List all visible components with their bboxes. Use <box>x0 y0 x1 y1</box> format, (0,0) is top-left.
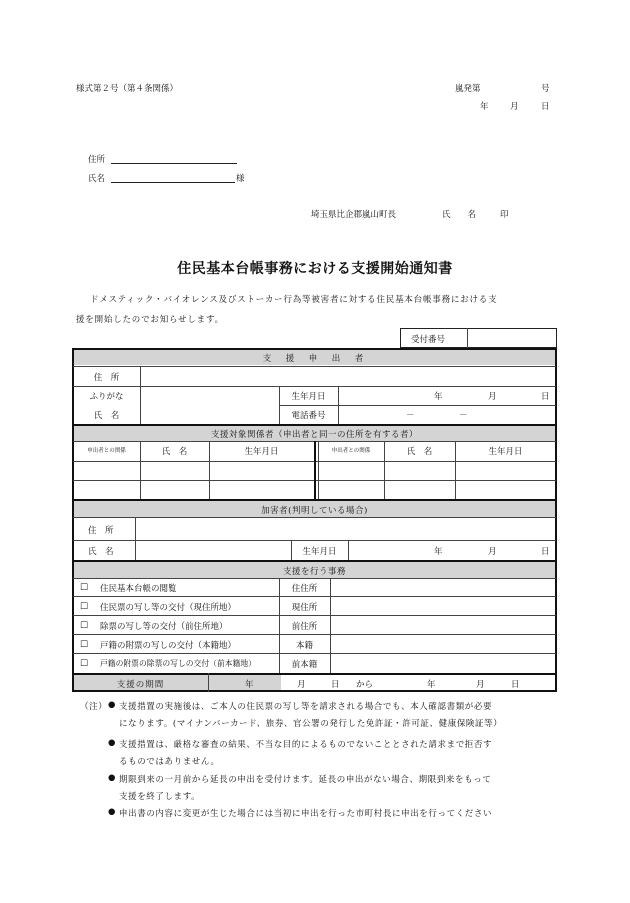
perpetrator-address-label: 住 所 <box>88 526 114 536</box>
applicant-phone-label: 電話番号 <box>291 411 326 421</box>
related-col-relation-right: 申出者との関係 <box>331 448 371 454</box>
note-2-line-1: 支援措置は、厳格な審査の結果、不当な目的によるものでないこととされた請求まで拒否す <box>119 740 493 750</box>
perpetrator-birth-year: 年 <box>434 547 443 557</box>
issue-date-year: 年 <box>480 102 489 112</box>
issue-date-day: 日 <box>541 102 550 112</box>
issuer-seal: 印 <box>500 210 509 220</box>
perpetrator-birth-month: 月 <box>488 547 497 557</box>
service-label-4: 戸籍の附票の写しの交付（本籍地） <box>100 641 237 651</box>
service-label-3: 除票の写し等の交付（前住所地） <box>100 622 228 632</box>
related-col-birth-right: 生年月日 <box>488 447 523 457</box>
doc-number-label: 嵐発第 <box>455 84 481 94</box>
period-from-year: 年 <box>245 680 254 690</box>
applicant-birth-year: 年 <box>434 392 443 402</box>
issue-date-month: 月 <box>510 102 519 112</box>
recipient-honorific: 様 <box>236 174 245 184</box>
recipient-address-line <box>111 163 237 164</box>
note-4-bullet: ● <box>108 807 117 817</box>
applicant-birth-month: 月 <box>488 392 497 402</box>
recipient-name-label: 氏名 <box>88 174 106 184</box>
services-header: 支援を行う事務 <box>282 567 346 577</box>
note-1-bullet: ● <box>108 700 117 710</box>
applicant-birth-label: 生年月日 <box>291 392 326 402</box>
related-col-name-right: 氏 名 <box>406 447 433 457</box>
service-checkbox-4[interactable]: □ <box>80 639 89 649</box>
perpetrator-birth-label: 生年月日 <box>302 547 337 557</box>
related-col-name-left: 氏 名 <box>161 447 188 457</box>
service-place-5: 前本籍 <box>291 660 318 670</box>
note-3-bullet: ● <box>108 773 117 783</box>
service-place-1: 住住所 <box>291 584 318 594</box>
issuer-title: 埼玉県比企郡嵐山町長 <box>311 210 397 220</box>
service-checkbox-2[interactable]: □ <box>80 601 89 611</box>
intro-line-1: ドメスティック・バイオレンス及びストーカー行為等被害者に対する住民基本台帳事務における支 <box>90 295 498 305</box>
period-label: 支援の期間 <box>116 680 165 690</box>
service-place-3: 前住所 <box>291 622 318 632</box>
document-title: 住民基本台帳事務における支援開始通知書 <box>177 261 453 277</box>
related-col-relation-left: 申出者との関係 <box>87 448 126 454</box>
intro-line-2: 援を開始したのでお知らせします。 <box>76 315 224 325</box>
note-1-line-1: 支援措置の実施後は、ご本人の住民票の写し等を請求される場合でも、本人確認書類が必要 <box>119 702 493 712</box>
service-checkbox-1[interactable]: □ <box>80 582 89 592</box>
recipient-name-line <box>111 182 235 183</box>
receipt-number-label: 受付番号 <box>411 335 446 345</box>
notes-prefix: （注） <box>80 702 108 712</box>
applicant-address-label: 住 所 <box>93 373 120 383</box>
related-col-birth-left: 生年月日 <box>244 447 279 457</box>
applicant-birth-day: 日 <box>541 392 550 402</box>
issuer-name-label: 氏 名 <box>442 210 477 220</box>
doc-number-suffix: 号 <box>541 84 550 94</box>
period-from: から <box>356 680 374 690</box>
note-2-line-2: るものではありません。 <box>119 757 220 767</box>
related-header: 支援対象関係者（申出者と同一の住所を有する者） <box>210 430 418 440</box>
period-to-month: 月 <box>476 680 485 690</box>
note-2-bullet: ● <box>108 738 117 748</box>
service-place-2: 現住所 <box>291 603 318 613</box>
note-4-line-1: 申出書の内容に変更が生じた場合には当初に申出を行った市町村長に申出を行ってください <box>119 809 493 819</box>
service-checkbox-3[interactable]: □ <box>80 620 89 630</box>
period-from-day: 日 <box>331 680 340 690</box>
applicant-phone-sep-1: － <box>406 411 415 421</box>
applicant-header: 支 援 申 出 者 <box>262 354 367 364</box>
perpetrator-name-label: 氏 名 <box>88 547 114 557</box>
service-label-1: 住民基本台帳の閲覧 <box>100 584 177 594</box>
perpetrator-header: 加害者(判明している場合) <box>261 506 368 516</box>
applicant-furigana-label: ふりがな <box>89 392 124 402</box>
form-number: 様式第２号（第４条関係） <box>76 84 179 94</box>
note-3-line-1: 期限到来の一月前から延長の申出を受付けます。延長の申出がない場合、期限到来をもって <box>119 775 492 785</box>
recipient-address-label: 住所 <box>88 155 106 165</box>
service-place-4: 本籍 <box>295 641 313 651</box>
period-from-month: 月 <box>297 680 306 690</box>
service-checkbox-5[interactable]: □ <box>80 658 89 668</box>
note-1-line-2: になります。(マイナンバーカード、旅券、官公署の発行した免許証・許可証、健康保険証等） <box>119 719 503 729</box>
service-label-5: 戸籍の附票の除票の写しの交付（前本籍地） <box>100 659 256 668</box>
service-label-2: 住民票の写し等の交付（現住所地） <box>100 603 237 613</box>
note-3-line-2: 支援を終了します。 <box>119 792 201 802</box>
applicant-name-label: 氏 名 <box>93 411 120 421</box>
perpetrator-birth-day: 日 <box>541 547 550 557</box>
applicant-phone-sep-2: － <box>459 411 468 421</box>
period-to-day: 日 <box>511 680 520 690</box>
period-to-year: 年 <box>427 680 436 690</box>
